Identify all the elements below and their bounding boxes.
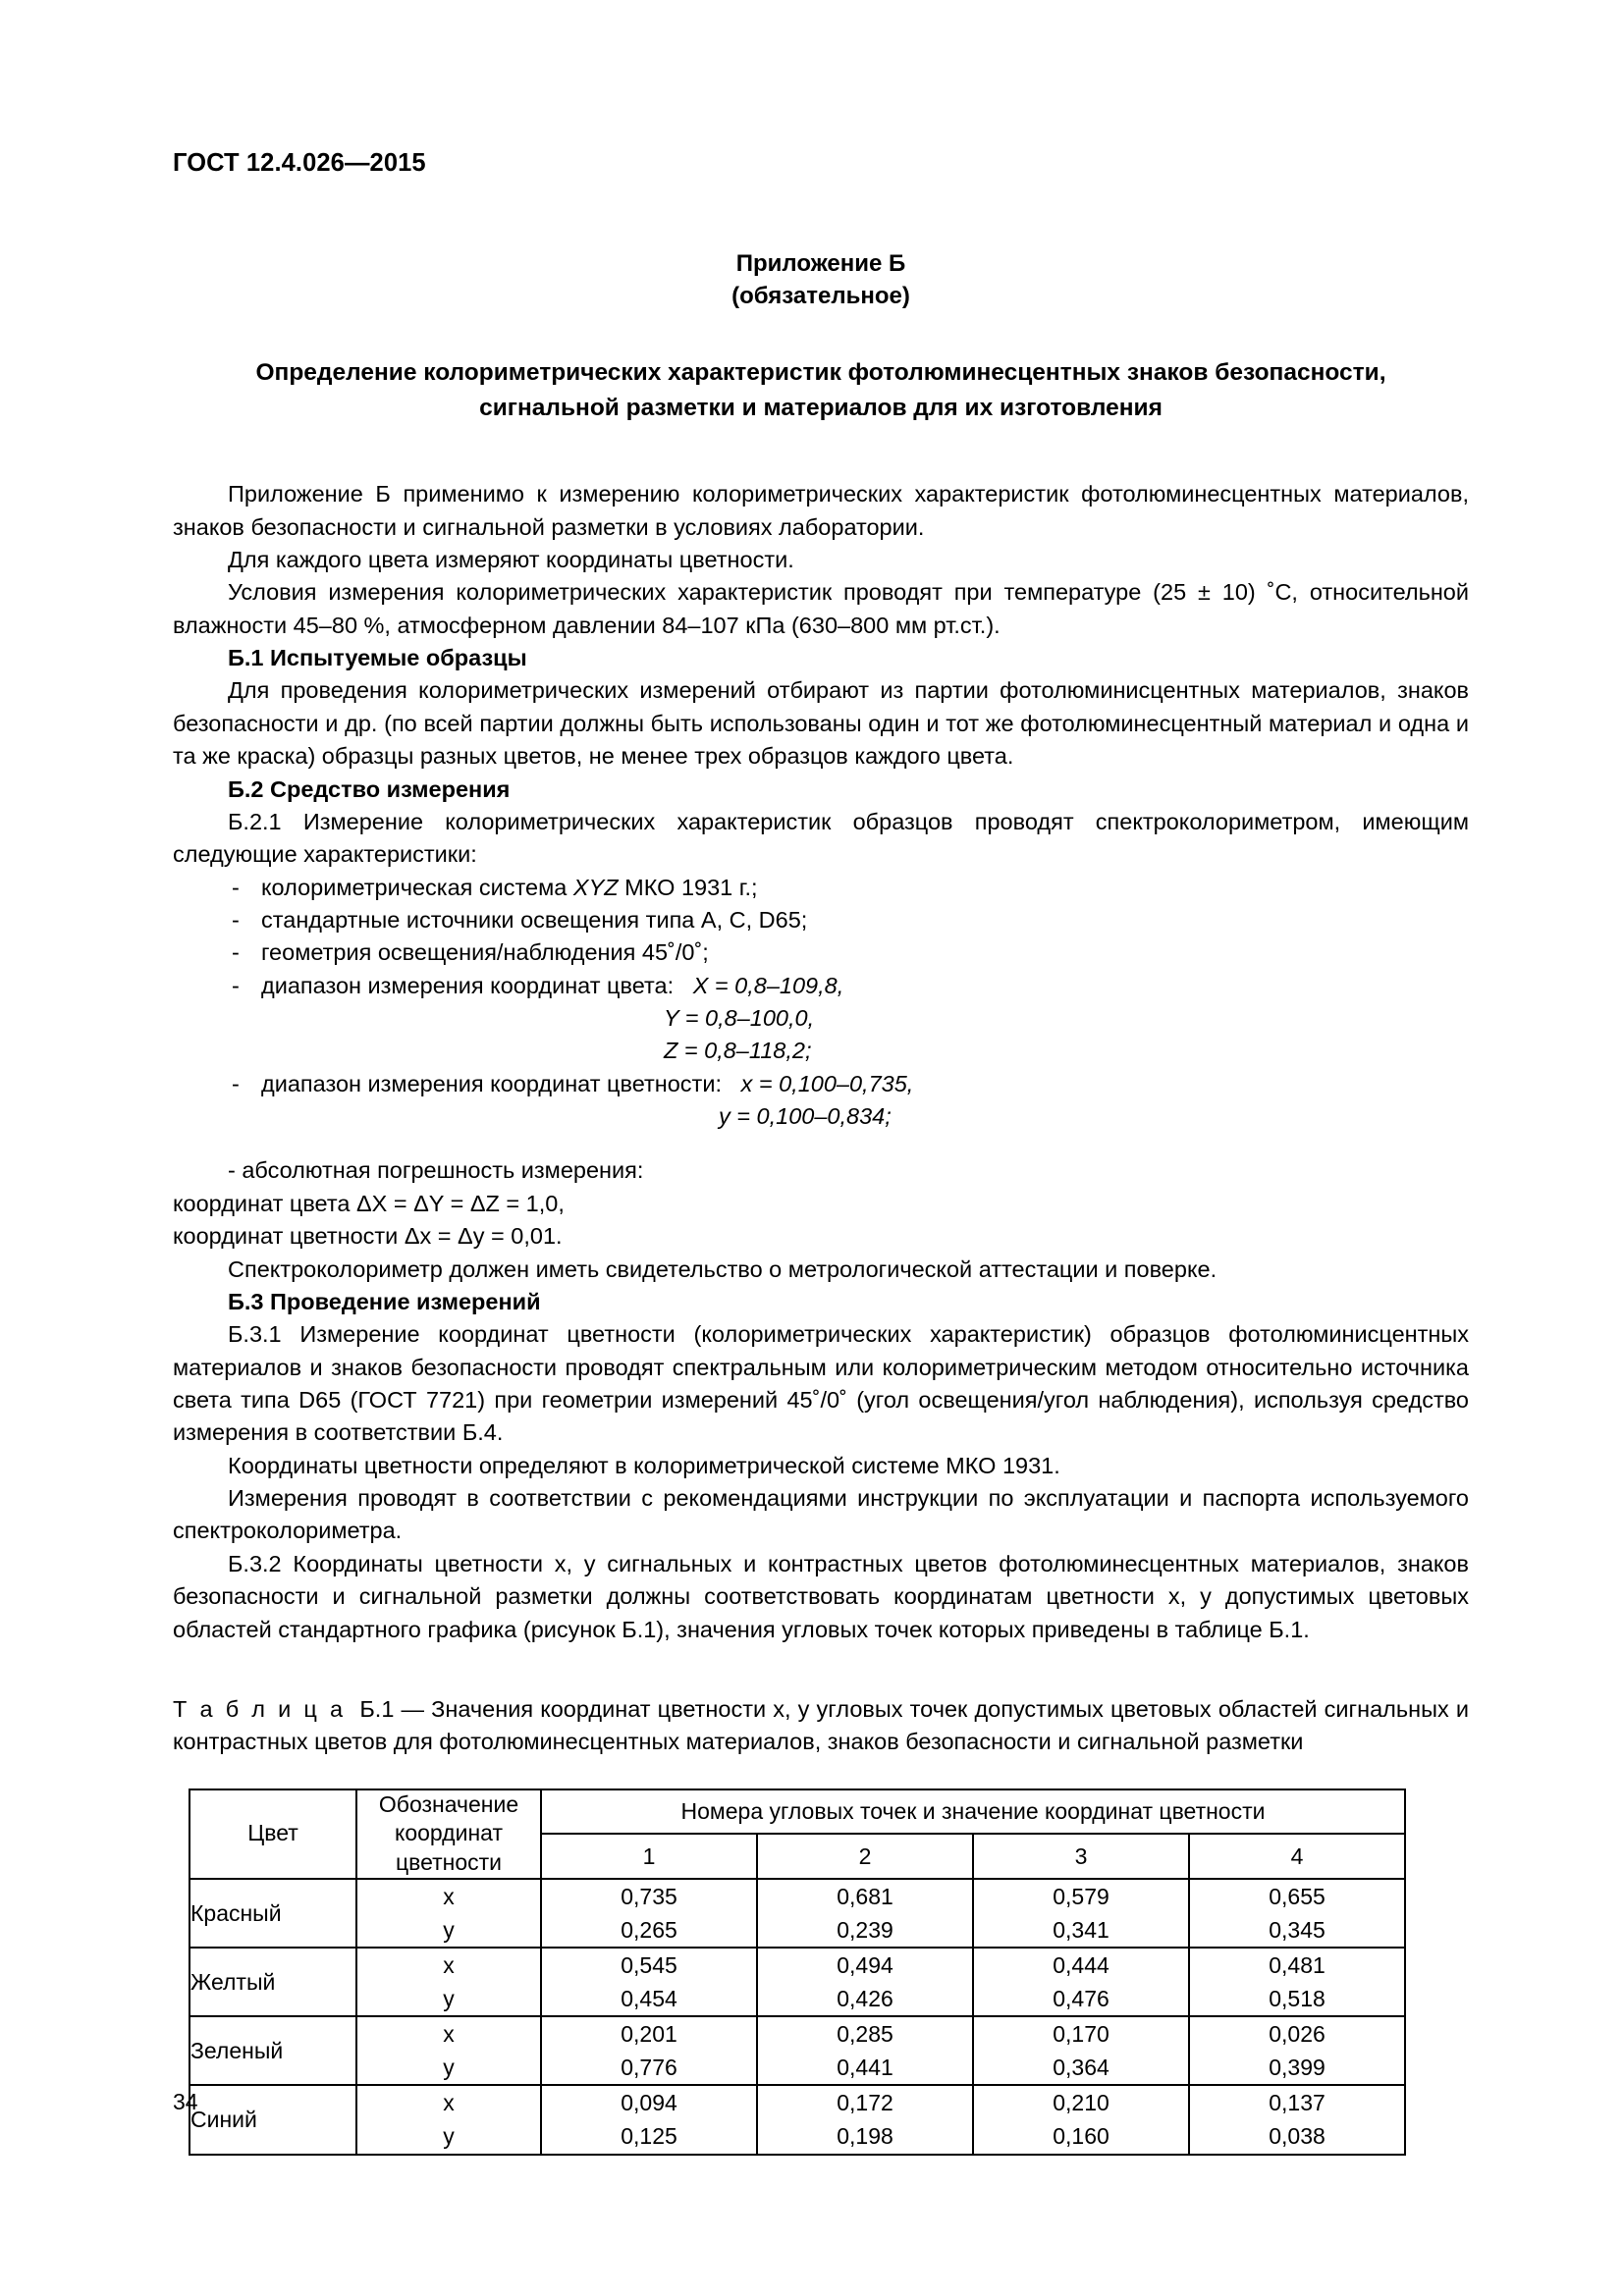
spec-text-after: МКО 1931 г.;	[618, 874, 758, 900]
table-caption-text: — Значения координат цветности x, y угловых точек допустимых цветовых областей сигнальных и контрастных цветов для фотолюминесцентных материалов, знаков безопасности и сигнальной разметки	[173, 1695, 1469, 1755]
table-header-row-1	[189, 1789, 1405, 1835]
value-y: 0,518	[1269, 1986, 1325, 2012]
cell-color-name: Зеленый	[189, 2016, 356, 2085]
value-x: 0,170	[1053, 2021, 1109, 2048]
spec-text-before: колориметрическая система	[261, 874, 573, 900]
cell-point-3	[973, 1879, 1189, 1948]
table-caption	[173, 1693, 1469, 1759]
spec-list-item-chroma-range	[173, 1068, 1469, 1100]
cell-point-4	[1189, 2085, 1405, 2154]
symbol-x: x	[443, 2021, 455, 2048]
chroma-range-y: y = 0,100–0,834;	[719, 1103, 892, 1130]
appendix-label: Приложение Б	[735, 250, 906, 278]
cell-point-1	[541, 2085, 757, 2154]
value-y: 0,454	[621, 1986, 677, 2012]
page-content	[173, 0, 1469, 2156]
value-y: 0,776	[621, 2055, 677, 2081]
section-b1-paragraph-1: Для проведения колориметрических измерений отбирают из партии фотолюминисцентных материалов, знаков безопасности и др. (по всей партии должны быть использованы один и тот же фотолюминесцентный материал и одна и та же краска) образцы разных цветов, не менее трех образцов каждого цвета.	[173, 677, 1469, 770]
column-header-point-2: 2	[757, 1834, 973, 1879]
page-title-line-2: сигнальной разметки и материалов для их изготовления	[479, 394, 1163, 421]
list-dash-icon: -	[232, 972, 240, 998]
value-y: 0,426	[837, 1986, 893, 2012]
color-range-z-line	[173, 1035, 1469, 1067]
value-x: 0,481	[1269, 1952, 1325, 1979]
error-label-line: - абсолютная погрешность измерения:	[228, 1157, 644, 1184]
spec-list-item-illuminants	[173, 904, 1469, 936]
spec-list-item-geometry	[173, 936, 1469, 969]
chroma-range-x: x = 0,100–0,735,	[740, 1070, 914, 1096]
spec-list-item-color-range	[173, 970, 1469, 1002]
cell-color-name: Синий	[189, 2085, 356, 2154]
running-head: ГОСТ 12.4.026—2015	[173, 149, 426, 177]
symbol-y: y	[443, 2123, 455, 2150]
value-x: 0,735	[621, 1884, 677, 1910]
symbol-x: x	[443, 1952, 455, 1979]
value-y: 0,239	[837, 1917, 893, 1944]
value-x: 0,172	[837, 2090, 893, 2116]
value-y: 0,160	[1053, 2123, 1109, 2150]
value-x: 0,094	[621, 2090, 677, 2116]
table-header	[189, 1789, 1405, 1880]
section-heading-b3: Б.3 Проведение измерений	[228, 1288, 541, 1314]
intro-paragraph-3: Условия измерения колориметрических характеристик проводят при температуре (25 ± 10) ˚С, относительной влажности 45–80 %, атмосферном давлении 84–107 кПа (630–800 мм рт.ст.).	[173, 579, 1469, 638]
value-y: 0,441	[837, 2055, 893, 2081]
value-y: 0,341	[1053, 1917, 1109, 1944]
value-y: 0,265	[621, 1917, 677, 1944]
value-y: 0,125	[621, 2123, 677, 2150]
column-header-symbol: Обозначение координат цветности	[356, 1789, 541, 1880]
cell-symbols	[356, 1879, 541, 1948]
section-b3-paragraph-3: Измерения проводят в соответствии с рекомендациями инструкции по эксплуатации и паспорта используемого спектроколориметра.	[173, 1485, 1469, 1544]
cell-point-4	[1189, 2016, 1405, 2085]
spec-list-item-system	[173, 872, 1469, 904]
chromaticity-coordinates-table	[189, 1789, 1406, 2156]
color-range-y: Y = 0,8–100,0,	[664, 1005, 815, 1032]
list-dash-icon: -	[232, 874, 240, 900]
color-range-z: Z = 0,8–118,2;	[664, 1038, 812, 1064]
section-b2-paragraph-1: Б.2.1 Измерение колориметрических характеристик образцов проводят спектроколориметром, имеющим следующие характеристики:	[173, 808, 1469, 868]
cell-color-name: Желтый	[189, 1948, 356, 2016]
value-x: 0,545	[621, 1952, 677, 1979]
list-dash-icon: -	[232, 1070, 240, 1096]
symbol-y: y	[443, 2055, 455, 2081]
appendix-label-block	[173, 247, 1469, 312]
value-y: 0,345	[1269, 1917, 1325, 1944]
spec-text: геометрия освещения/наблюдения 45˚/0˚;	[261, 939, 709, 966]
column-header-point-3: 3	[973, 1834, 1189, 1879]
cell-point-2	[757, 1879, 973, 1948]
table-caption-prefix: Т а б л и ц а	[173, 1695, 347, 1722]
table-row	[189, 2016, 1405, 2085]
error-color-line: координат цвета ΔX = ΔY = ΔZ = 1,0,	[173, 1190, 565, 1216]
cell-point-4	[1189, 1879, 1405, 1948]
cell-point-3	[973, 2016, 1189, 2085]
value-x: 0,026	[1269, 2021, 1325, 2048]
intro-paragraph-1: Приложение Б применимо к измерению колориметрических характеристик фотолюминесцентных материалов, знаков безопасности и сигнальной разметки в условиях лаборатории.	[173, 481, 1469, 540]
table-body	[189, 1879, 1405, 2154]
cell-point-3	[973, 2085, 1189, 2154]
value-y: 0,476	[1053, 1986, 1109, 2012]
section-b3-paragraph-1: Б.3.1 Измерение координат цветности (колориметрических характеристик) образцов фотолюминисцентных материалов и знаков безопасности проводят спектральным или колориметрическим методом относительно источника света типа D65 (ГОСТ 7721) при геометрии измерений 45˚/0˚ (угол освещения/угол наблюдения), используя средство измерения в соответствии Б.4.	[173, 1321, 1469, 1446]
attestation-line: Спектроколориметр должен иметь свидетельство о метрологической аттестации и поверке.	[228, 1255, 1217, 1282]
value-x: 0,579	[1053, 1884, 1109, 1910]
cell-point-2	[757, 2085, 973, 2154]
list-dash-icon: -	[232, 939, 240, 966]
value-y: 0,399	[1269, 2055, 1325, 2081]
value-y: 0,038	[1269, 2123, 1325, 2150]
spec-text-italic: XYZ	[572, 874, 619, 900]
list-dash-icon: -	[232, 906, 240, 933]
section-heading-b1: Б.1 Испытуемые образцы	[228, 645, 527, 671]
value-y: 0,198	[837, 2123, 893, 2150]
section-b3-paragraph-2: Координаты цветности определяют в колориметрической системе МКО 1931.	[228, 1452, 1060, 1478]
value-x: 0,210	[1053, 2090, 1109, 2116]
spec-text: стандартные источники освещения типа A, C, D65;	[261, 906, 808, 933]
cell-color-name: Красный	[189, 1879, 356, 1948]
symbol-y: y	[443, 1986, 455, 2012]
symbol-y: y	[443, 1917, 455, 1944]
value-x: 0,137	[1269, 2090, 1325, 2116]
page-title-line-1: Определение колориметрических характеристик фотолюминесцентных знаков безопасности,	[255, 359, 1386, 387]
cell-point-2	[757, 2016, 973, 2085]
intro-paragraph-2: Для каждого цвета измеряют координаты цветности.	[228, 547, 794, 573]
column-header-group: Номера угловых точек и значение координат цветности	[541, 1789, 1405, 1835]
table-caption-number: Б.1	[359, 1695, 395, 1722]
page-title	[173, 355, 1469, 425]
cell-point-1	[541, 1879, 757, 1948]
column-header-point-1: 1	[541, 1834, 757, 1879]
section-b3-paragraph-4: Б.3.2 Координаты цветности x, y сигнальных и контрастных цветов фотолюминесцентных материалов, знаков безопасности и сигнальной разметки должны соответствовать координатам цветности x, y допустимых цветовых областей стандартного графика (рисунок Б.1), значения угловых точек которых приведены в таблице Б.1.	[173, 1550, 1469, 1642]
table-row	[189, 2085, 1405, 2154]
cell-symbols	[356, 2085, 541, 2154]
value-x: 0,444	[1053, 1952, 1109, 1979]
spectrocolorimeter-spec-list	[173, 872, 1469, 1002]
color-range-y-line	[173, 1002, 1469, 1035]
column-header-point-4: 4	[1189, 1834, 1405, 1879]
column-header-color: Цвет	[189, 1789, 356, 1880]
page-number: 34	[173, 2089, 198, 2114]
color-range-x: X = 0,8–109,8,	[692, 972, 844, 998]
value-x: 0,494	[837, 1952, 893, 1979]
error-chroma-line: координат цветности Δx = Δy = 0,01.	[173, 1223, 563, 1250]
section-heading-b2: Б.2 Средство измерения	[228, 775, 511, 802]
color-range-label: диапазон измерения координат цвета:	[261, 972, 675, 998]
appendix-obligation: (обязательное)	[731, 283, 910, 310]
value-x: 0,681	[837, 1884, 893, 1910]
cell-point-1	[541, 2016, 757, 2085]
chroma-range-y-line	[173, 1100, 1469, 1133]
table-row	[189, 1948, 1405, 2016]
table-row	[189, 1879, 1405, 1948]
cell-point-4	[1189, 1948, 1405, 2016]
value-x: 0,201	[621, 2021, 677, 2048]
cell-symbols	[356, 1948, 541, 2016]
chromaticity-range-list	[173, 1068, 1469, 1100]
cell-point-2	[757, 1948, 973, 2016]
cell-symbols	[356, 2016, 541, 2085]
cell-point-3	[973, 1948, 1189, 2016]
value-y: 0,364	[1053, 2055, 1109, 2081]
value-x: 0,285	[837, 2021, 893, 2048]
symbol-x: x	[443, 1884, 455, 1910]
chroma-range-label: диапазон измерения координат цветности:	[261, 1070, 722, 1096]
symbol-x: x	[443, 2090, 455, 2116]
value-x: 0,655	[1269, 1884, 1325, 1910]
cell-point-1	[541, 1948, 757, 2016]
